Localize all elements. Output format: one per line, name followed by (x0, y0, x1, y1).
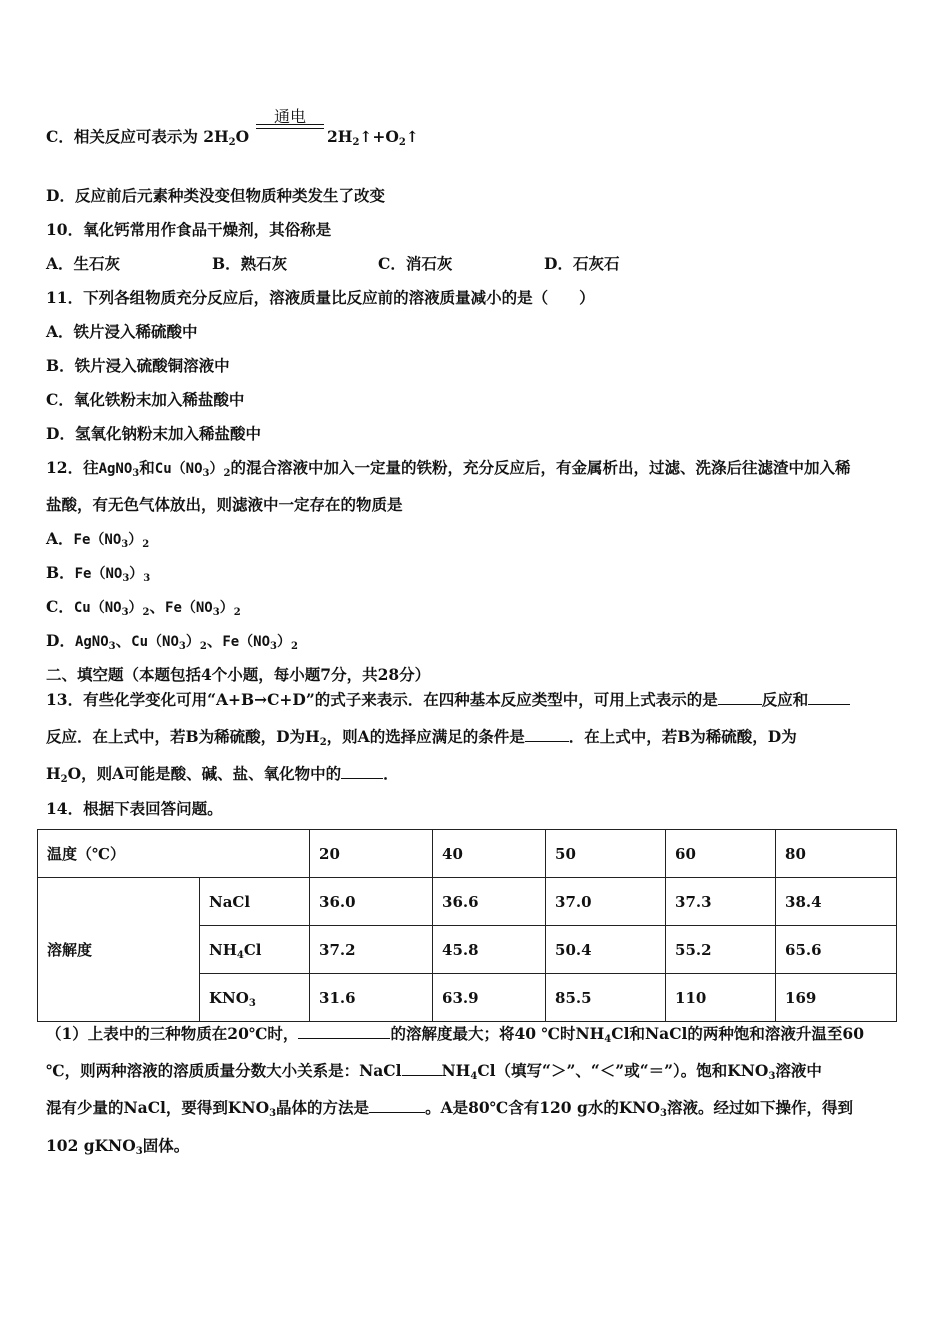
table-header-temp: 50 (546, 830, 666, 878)
q11-option-b: B．铁片浸入硫酸铜溶液中 (46, 356, 230, 375)
q9-option-d: D．反应前后元素种类没变但物质种类发生了改变 (46, 186, 385, 205)
q11-stem: 11．下列各组物质充分反应后，溶液质量比反应前的溶液质量减小的是（ ） (46, 288, 595, 307)
q13-line2: 反应．在上式中，若B为稀硫酸，D为$H_2$，则A的选择应满足的条件是 ．在上式中，若B为稀硫酸，D为 (46, 727, 797, 748)
table-cell: 36.6 (433, 878, 546, 926)
substance-name: $KNO_3$ (200, 974, 310, 1022)
table-cell: 55.2 (666, 926, 776, 974)
table-header-temp: 80 (776, 830, 897, 878)
substance-name: $NH_4Cl$ (200, 926, 310, 974)
q13-line3: $H_2O$，则A可能是酸、碱、盐、氧化物中的 ． (46, 764, 399, 785)
q14-part1-line2: ℃，则两种溶液的溶质质量分数大小关系是：NaCl $NH_4Cl$（填写“＞”、“＜”或“＝”）。饱和$KNO_3$溶液中 (46, 1061, 822, 1082)
q11-option-a: A．铁片浸入稀硫酸中 (46, 322, 198, 341)
answer-blank[interactable] (298, 1024, 390, 1039)
q14-stem: 14．根据下表回答问题。 (46, 799, 223, 818)
table-cell: 45.8 (433, 926, 546, 974)
q11-option-d: D．氢氧化钠粉末加入稀盐酸中 (46, 424, 261, 443)
q10-option-d: D．石灰石 (544, 254, 620, 273)
table-row (38, 878, 897, 926)
table-cell: 63.9 (433, 974, 546, 1022)
q12-option-a: A．$Fe(NO_3)_2$ (46, 529, 150, 550)
table-header-label: 温度（℃） (38, 830, 310, 878)
table-cell: 110 (666, 974, 776, 1022)
table-cell: 38.4 (776, 878, 897, 926)
table-header-temp: 20 (310, 830, 433, 878)
answer-blank[interactable] (341, 764, 383, 779)
table-cell: 31.6 (310, 974, 433, 1022)
q9-option-c: C．相关反应可表示为 $2H_2O$ (46, 127, 250, 148)
q14-part1-line1: （1）上表中的三种物质在20℃时， 的溶解度最大；将40 ℃时$NH_4Cl$和NaCl的两种饱和溶液升温至60 (46, 1024, 864, 1045)
reaction-equals-sign (256, 124, 324, 129)
answer-blank[interactable] (718, 690, 762, 705)
solubility-table (37, 829, 897, 1022)
reaction-condition: 通电 (273, 107, 306, 126)
answer-blank[interactable] (525, 727, 569, 742)
substance-name: NaCl (200, 878, 310, 926)
table-cell: 36.0 (310, 878, 433, 926)
q12-stem-line1: 12．往AgNO$_3$和$Cu(NO_3)_2$的混合溶液中加入一定量的铁粉，充分反应后，有金属析出，过滤、洗涤后往滤渣中加入稀 (46, 458, 851, 479)
q10-option-a: A．生石灰 (46, 254, 121, 273)
table-cell: 37.0 (546, 878, 666, 926)
table-header-row (38, 830, 897, 878)
table-cell: 37.2 (310, 926, 433, 974)
q10-option-c: C．消石灰 (378, 254, 453, 273)
q12-option-b: B．$Fe(NO_3)_3$ (46, 563, 151, 584)
table-header-temp: 60 (666, 830, 776, 878)
table-cell: 37.3 (666, 878, 776, 926)
q11-option-c: C．氧化铁粉末加入稀盐酸中 (46, 390, 245, 409)
q12-option-d: D．AgNO$_3$、$Cu(NO_3)_2$、$Fe(NO_3)_2$ (46, 631, 298, 652)
answer-blank[interactable] (369, 1098, 425, 1113)
answer-blank[interactable] (808, 690, 850, 705)
q13-line1: 13．有些化学变化可用“A+B→C+D”的式子来表示．在四种基本反应类型中，可用上式表示的是 反应和 (46, 690, 850, 710)
table-cell: 85.5 (546, 974, 666, 1022)
table-cell: 65.6 (776, 926, 897, 974)
answer-blank[interactable] (402, 1061, 442, 1076)
q12-option-c: C．$Cu(NO_3)_2$、$Fe(NO_3)_2$ (46, 597, 241, 618)
q14-part1-line4: 102 gKNO$_3$固体。 (46, 1136, 190, 1157)
q10-stem: 10．氧化钙常用作食品干燥剂，其俗称是 (46, 220, 332, 239)
table-cell: 50.4 (546, 926, 666, 974)
reaction-products: $2H_2↑+O_2↑$ (327, 127, 419, 148)
table-row-label: 溶解度 (38, 878, 200, 1022)
q12-stem-line2: 盐酸，有无色气体放出，则滤液中一定存在的物质是 (46, 495, 403, 514)
q14-part1-line3: 混有少量的NaCl，要得到$KNO_3$晶体的方法是 。A是80℃含有120 g水的$KNO_3$溶液。经过如下操作，得到 (46, 1098, 853, 1119)
section-heading: 二、填空题（本题包括4个小题，每小题7分，共28分） (46, 665, 431, 684)
q10-option-b: B．熟石灰 (212, 254, 288, 273)
table-header-temp: 40 (433, 830, 546, 878)
table-cell: 169 (776, 974, 897, 1022)
